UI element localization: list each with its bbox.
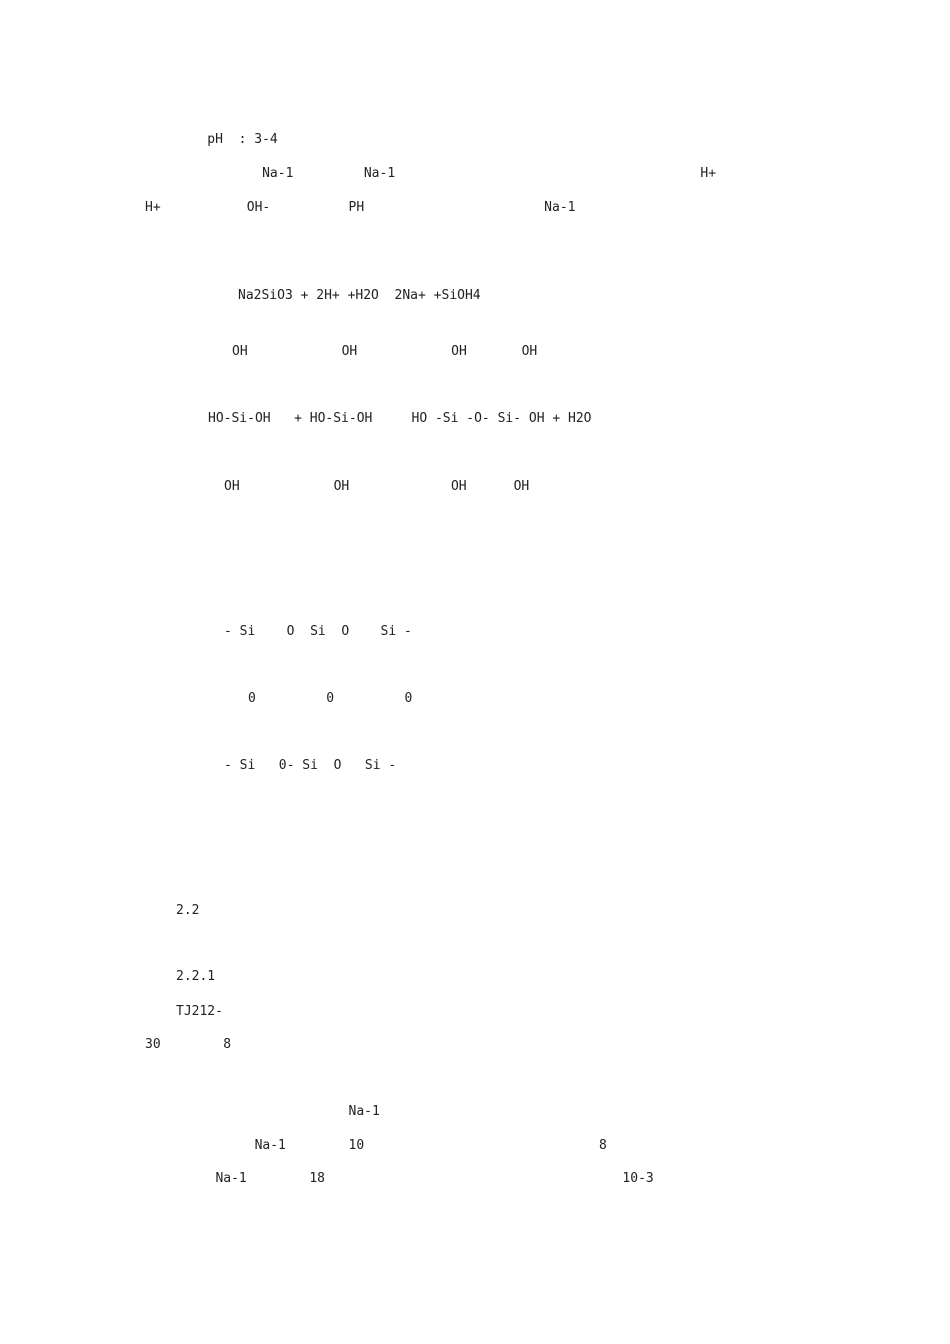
text-line: pH : 3-4 [176, 132, 278, 147]
text-line: Na-1 10 8 [145, 1138, 607, 1153]
text-line: Na-1 18 10-3 [145, 1171, 654, 1186]
text-line: H+ OH- PH Na-1 [145, 200, 576, 215]
silica-structure-line: 0 0 0 [248, 691, 413, 706]
silica-structure-line: - Si O Si O Si - [224, 624, 412, 639]
structure-line: OH OH OH OH [232, 344, 538, 359]
text-line: 30 8 [145, 1037, 232, 1052]
silica-structure-line: - Si 0- Si O Si - [224, 758, 397, 773]
structure-line: OH OH OH OH [224, 479, 530, 494]
text-line: Na-1 Na-1 H+ [176, 166, 717, 181]
text-line: TJ212- [176, 1004, 223, 1019]
formula-line: Na2SiO3 + 2H+ +H2O 2Na+ +SiOH4 [238, 288, 481, 303]
subsection-heading: 2.2.1 [176, 969, 216, 984]
section-heading: 2.2 [176, 903, 200, 918]
structure-line: HO-Si-OH + HO-Si-OH HO -Si -O- Si- OH + H2O [208, 411, 592, 426]
text-line: Na-1 [145, 1104, 380, 1119]
